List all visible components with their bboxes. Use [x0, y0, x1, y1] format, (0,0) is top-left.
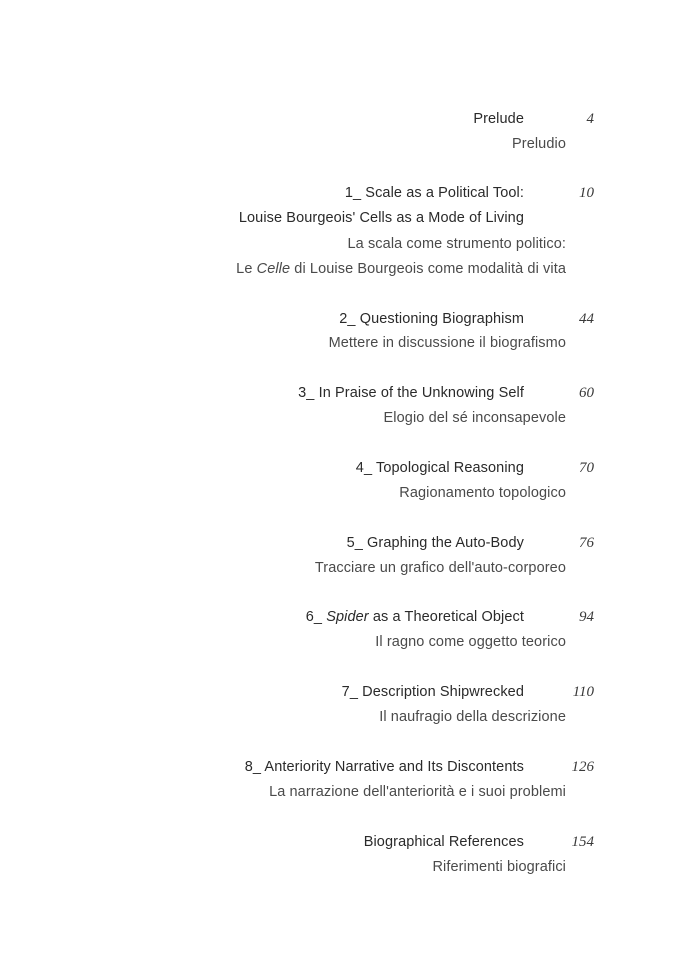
toc-page-number: 94	[579, 609, 594, 625]
toc-entry-title: 3_ In Praise of the Unknowing Self	[298, 385, 524, 401]
toc-entry-title: 8_ Anteriority Narrative and Its Discontents	[244, 759, 524, 775]
toc-entry-italian-title: Mettere in discussione il biografismo	[328, 335, 566, 351]
toc-entry-italian-title: Il ragno come oggetto teorico	[375, 634, 566, 650]
toc-page-number: 44	[579, 311, 594, 327]
toc-entry-title: Prelude	[473, 111, 524, 127]
toc-entry-title-line-2: Louise Bourgeois' Cells as a Mode of Living	[238, 210, 524, 226]
toc-entry-italian-title-line-2	[236, 260, 566, 278]
toc-entry-italian-title: Il naufragio della descrizione	[379, 709, 566, 725]
toc-entry-title: 7_ Description Shipwrecked	[341, 684, 524, 700]
toc-entry-italian-title: Ragionamento topologico	[399, 485, 566, 501]
toc-page-number: 110	[572, 684, 594, 700]
toc-entry-italian-title: Preludio	[512, 136, 566, 152]
toc-page-number: 76	[579, 535, 594, 551]
toc-entry-title: 2_ Questioning Biographism	[339, 311, 524, 327]
toc-entry-title: Biographical References	[363, 834, 524, 850]
toc-entry-italian-title: La narrazione dell'anteriorità e i suoi problemi	[269, 784, 566, 800]
toc-entry-title	[306, 608, 524, 626]
italic-term: Spider	[326, 609, 369, 625]
italian-text: di Louise Bourgeois come modalità di vita	[290, 261, 566, 277]
toc-page-number: 70	[579, 460, 594, 476]
toc-entry-italian-title: Tracciare un grafico dell'auto-corporeo	[314, 560, 566, 576]
toc-page-number: 4	[586, 111, 594, 127]
italic-term: Celle	[256, 261, 291, 277]
toc-entry-italian-title: Elogio del sé inconsapevole	[383, 410, 566, 426]
toc-entry-title: 1_ Scale as a Political Tool:	[344, 185, 524, 201]
toc-page-number: 60	[579, 385, 594, 401]
toc-page-number: 126	[571, 759, 594, 775]
toc-entry-italian-title: La scala come strumento politico:	[347, 236, 566, 252]
toc-page-number: 10	[579, 185, 594, 201]
toc-entry-italian-title: Riferimenti biografici	[432, 859, 566, 875]
toc-page-number: 154	[571, 834, 594, 850]
title-text: 6_	[305, 609, 327, 625]
title-text: as a Theoretical Object	[368, 609, 524, 625]
italian-text: Le	[236, 261, 257, 277]
toc-entry-title: 5_ Graphing the Auto-Body	[346, 535, 524, 551]
toc-entry-title: 4_ Topological Reasoning	[355, 460, 524, 476]
